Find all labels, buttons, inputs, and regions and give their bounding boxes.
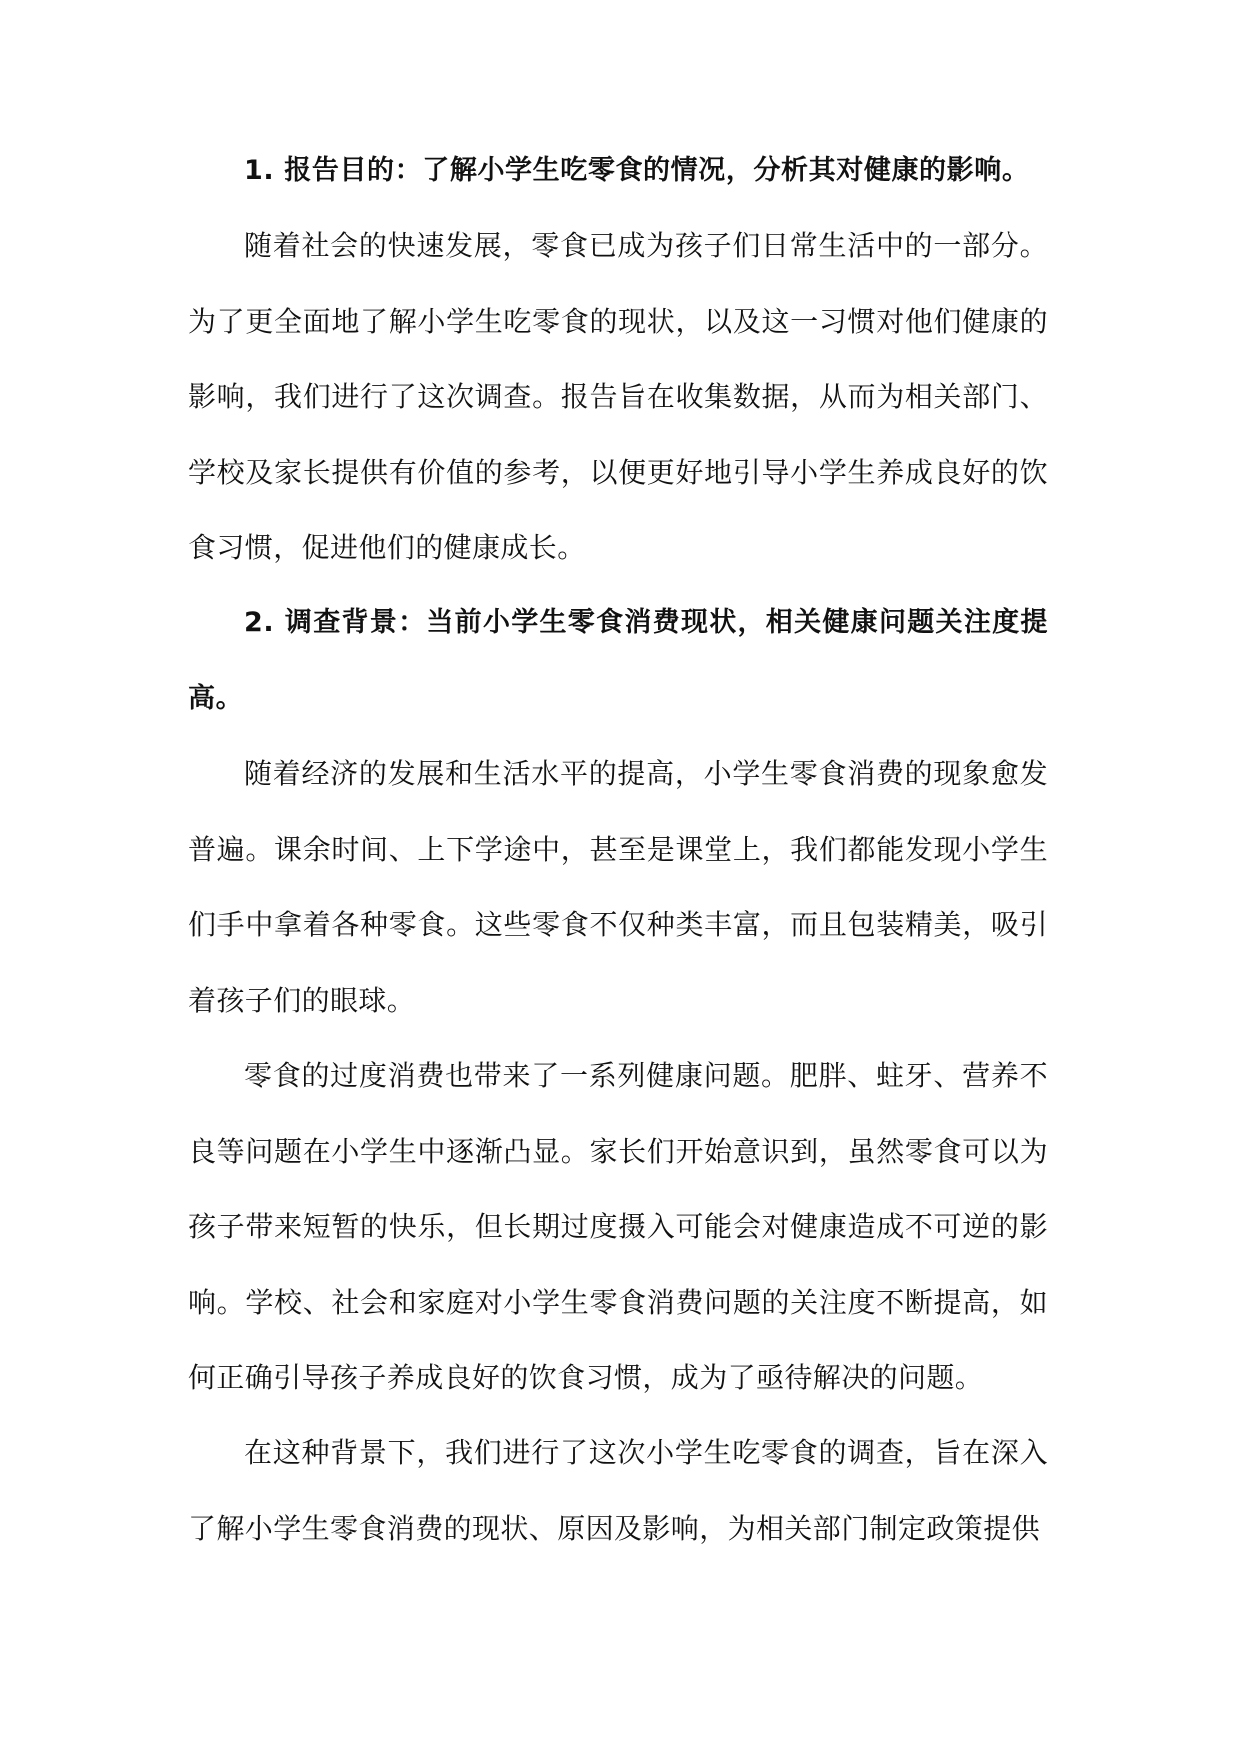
section-2-paragraph-1: 随着经济的发展和生活水平的提高，小学生零食消费的现象愈发普遍。课余时间、上下学途中，甚至是课堂上，我们都能发现小学生们手中拿着各种零食。这些零食不仅种类丰富，而且包装精美，吸引着孩子们的眼球。 (188, 757, 1048, 1017)
section-1-paragraph: 随着社会的快速发展，零食已成为孩子们日常生活中的一部分。为了更全面地了解小学生吃零食的现状，以及这一习惯对他们健康的影响，我们进行了这次调查。报告旨在收集数据，从而为相关部门、学校及家长提供有价值的参考，以便更好地引导小学生养成良好的饮食习惯，促进他们的健康成长。 (188, 229, 1048, 564)
section-2-heading: 2. 调查背景：当前小学生零食消费现状，相关健康问题关注度提高。 (188, 607, 1048, 714)
section-2-paragraph-2: 零食的过度消费也带来了一系列健康问题。肥胖、蛀牙、营养不良等问题在小学生中逐渐凸显。家长们开始意识到，虽然零食可以为孩子带来短暂的快乐，但长期过度摄入可能会对健康造成不可逆的影响。学校、社会和家庭对小学生零食消费问题的关注度不断提高，如何正确引导孩子养成良好的饮食习惯，成为了亟待解决的问题。 (188, 1059, 1048, 1394)
section-1-heading: 1. 报告目的：了解小学生吃零食的情况，分析其对健康的影响。 (244, 155, 1030, 186)
section-2-paragraph-3: 在这种背景下，我们进行了这次小学生吃零食的调查，旨在深入了解小学生零食消费的现状、原因及影响，为相关部门制定政策提供 (188, 1436, 1048, 1545)
